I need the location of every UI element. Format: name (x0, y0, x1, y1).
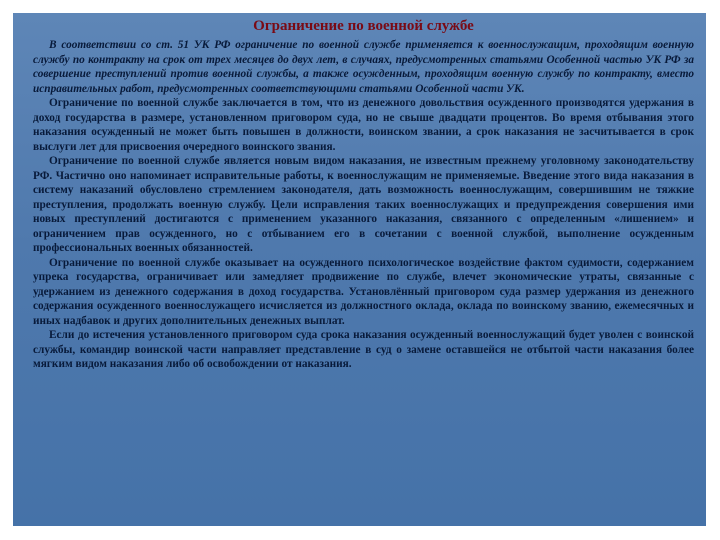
paragraph-4: Ограничение по военной службе оказывает на осужденного психологическое воздействие фактом судимости, содержанием упрека государства, ограничивает или замедляет продвижение по службе, влечет экономические утраты, связанные с удержанием из денежного содержания в доход государства. Установлённый приговором суда размер удержания из денежного содержания осужденного военнослужащего исчисляется из должностного оклада, оклада по воинскому званию, ежемесячных и иных надбавок и других дополнительных денежных выплат. (33, 256, 694, 327)
slide-title: Ограничение по военной службе (253, 18, 474, 34)
paragraph-2: Ограничение по военной службе заключается в том, что из денежного довольствия осужденного производятся удержания в доход государства в размере, установленном приговором суда, но не свыше двадцати процентов. Во время отбывания этого наказания осужденный не может быть повышен в должности, воинском звании, а срок наказания не засчитывается в срок выслуги лет для присвоения очередного воинского звания. (33, 97, 694, 153)
paragraph-5: Если до истечения установленного приговором суда срока наказания осужденный военнослужащий будет уволен с воинской службы, командир воинской части направляет представление в суд о замене оставшейся не отбытой части наказания более мягким видом наказания либо об освобождении от наказания. (33, 329, 694, 370)
paragraph-3: Ограничение по военной службе является новым видом наказания, не известным прежнему уголовному законодательству РФ. Частично оно напоминает исправительные работы, к военнослужащим не применяемые. Введение этого вида наказания в систему наказаний обусловлено стремлением законодателя, дать возможность военнослужащим, совершившим не тяжкие преступления, продолжать военную службу. Цели исправления таких военнослужащих и предупреждения совершения ими новых преступлений достигаются с применением указанного наказания, связанного с определенным «лишением» и ограничением прав осужденного, но с отбыванием его в сочетании с военной службой, выполнение осужденным профессиональных военных обязанностей. (33, 155, 694, 254)
slide (13, 13, 706, 526)
paragraph-1: В соответствии со ст. 51 УК РФ ограничение по военной службе применяется к военнослужащим, проходящим военную службу по контракту на срок от трех месяцев до двух лет, в случаях, предусмотренных статьями Особенной частью УК РФ за совершение преступлений против военной службы, а также осужденным, проходящим военную службу по контракту, вместо исправительных работ, предусмотренных соответствующими статьями Особенной части УК. (33, 39, 694, 95)
